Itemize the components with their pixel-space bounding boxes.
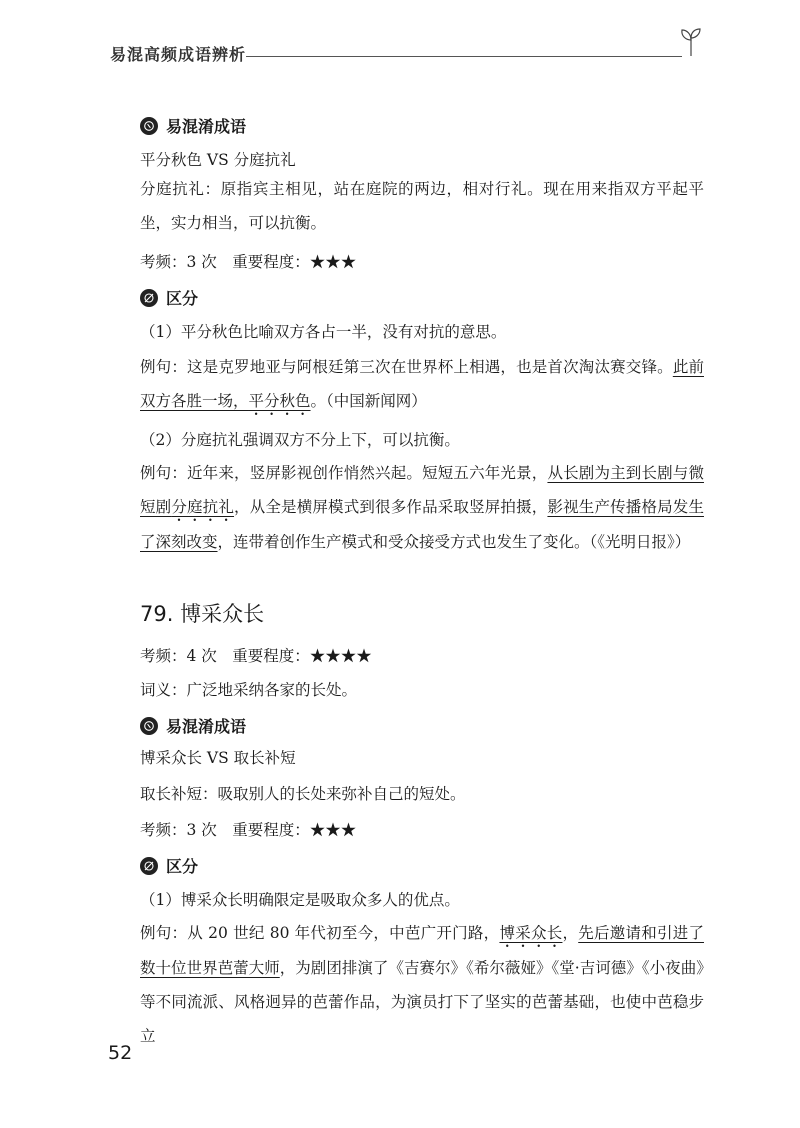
example-1 <box>140 350 704 419</box>
sprout-icon <box>678 26 704 58</box>
distinguish-label: 区分 <box>166 289 199 308</box>
underlined-phrase: 先后邀请和引进了数十位世界芭蕾大师 <box>140 924 704 977</box>
example-text: ，为剧团排演了《吉赛尔》《希尔薇娅》《堂·吉诃德》《小夜曲》等不同流派、风格迥异的芭蕾作品，为演员打下了坚实的芭蕾基础，也使中芭稳步立 <box>140 959 704 1045</box>
confuse-label: 易混淆成语 <box>166 117 247 136</box>
confuse-icon <box>140 717 158 735</box>
example-text: 例句：从 20 世纪 80 年代初至今，中芭广开门路， <box>140 924 500 942</box>
underlined-phrase: 影视生产传播格局发生了深刻改变 <box>140 498 704 551</box>
distinguish-icon <box>140 857 158 875</box>
dotted-idiom: 博采众长 <box>499 924 563 942</box>
distinguish-heading-2 <box>140 854 198 877</box>
entry-title: 79. 博采众长 <box>140 602 265 626</box>
confuse-label: 易混淆成语 <box>166 717 247 736</box>
frequency-line: 考频：4 次 重要程度：★★★★ <box>140 647 372 665</box>
distinguish-heading-1 <box>140 286 198 309</box>
dotted-idiom: 分庭抗礼 <box>171 498 235 516</box>
confuse-heading-2 <box>140 714 246 737</box>
page-number: 52 <box>108 1042 133 1064</box>
frequency-line: 考频：3 次 重要程度：★★★ <box>140 821 357 839</box>
idiom-pair: 博采众长 VS 取长补短 <box>140 749 296 767</box>
point-2: （2）分庭抗礼强调双方不分上下，可以抗衡。 <box>140 431 460 449</box>
meaning-line: 词义：广泛地采纳各家的长处。 <box>140 681 358 699</box>
idiom-pair: 平分秋色 VS 分庭抗礼 <box>140 151 296 169</box>
header-rule <box>246 56 682 57</box>
confuse-heading-1 <box>140 114 246 137</box>
frequency-line: 考频：3 次 重要程度：★★★ <box>140 253 357 271</box>
idiom-definition: 分庭抗礼：原指宾主相见，站在庭院的两边，相对行礼。现在用来指双方平起平坐，实力相当，可以抗衡。 <box>140 180 704 232</box>
underlined-phrase: 此前双方各胜一场， <box>140 358 704 410</box>
point-1: （1）博采众长明确限定是吸取众多人的优点。 <box>140 891 460 909</box>
example-text: 例句：这是克罗地亚与阿根廷第三次在世界杯上相遇，也是首次淘汰赛交锋。 <box>140 358 673 376</box>
example-3 <box>140 916 704 1053</box>
example-text: ， <box>562 924 579 942</box>
point-1: （1）平分秋色比喻双方各占一半，没有对抗的意思。 <box>140 323 507 341</box>
example-source: 。（中国新闻网） <box>310 392 427 410</box>
confuse-icon <box>140 117 158 135</box>
example-text: ，从全是横屏模式到很多作品采取竖屏拍摄， <box>234 498 548 516</box>
idiom-definition: 取长补短：吸取别人的长处来弥补自己的短处。 <box>140 785 466 803</box>
underlined-phrase: 从长剧为主到长剧与微短剧 <box>140 464 704 516</box>
distinguish-label: 区分 <box>166 857 199 876</box>
header-title: 易混高频成语辨析 <box>110 45 247 64</box>
example-source: ，连带着创作生产模式和受众接受方式也发生了变化。（《光明日报》） <box>217 533 691 551</box>
example-2 <box>140 456 704 559</box>
dotted-idiom: 平分秋色 <box>248 392 311 410</box>
example-text: 例句：近年来，竖屏影视创作悄然兴起。短短五六年光景， <box>140 464 548 482</box>
distinguish-icon <box>140 289 158 307</box>
